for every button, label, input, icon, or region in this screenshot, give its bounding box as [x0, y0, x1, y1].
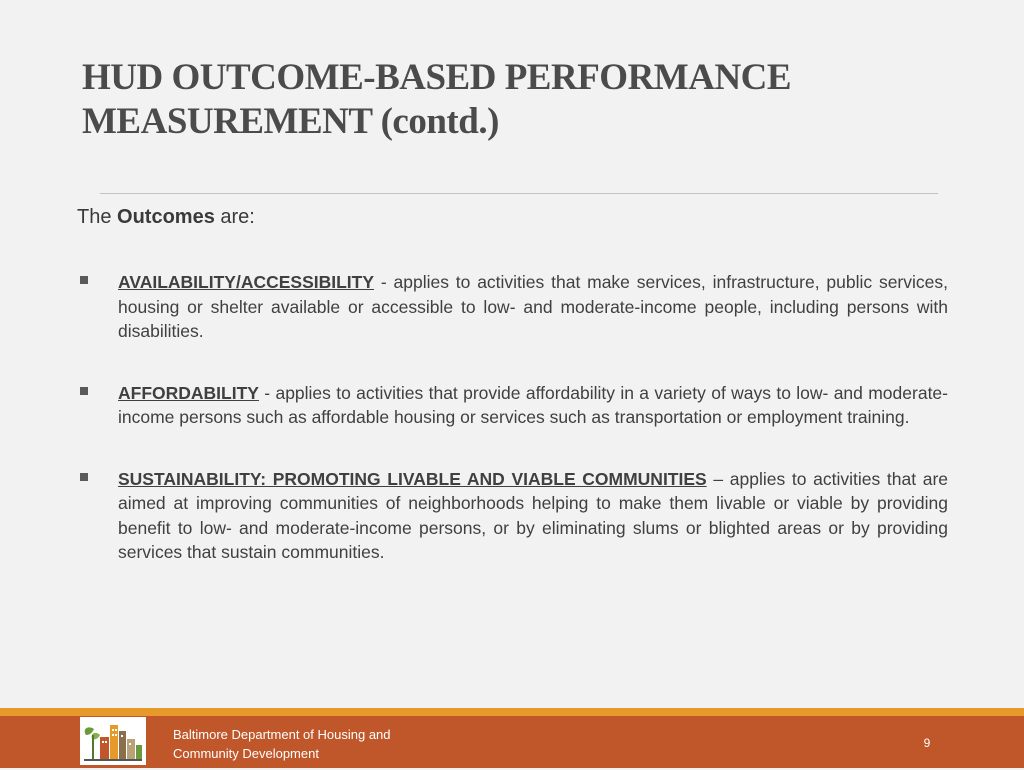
organization-logo — [80, 717, 146, 765]
footer-band — [0, 708, 1024, 768]
square-bullet-icon — [80, 276, 88, 284]
footer-org-line-2: Community Development — [173, 746, 319, 761]
footer-accent-stripe — [0, 708, 1024, 716]
list-item — [78, 270, 948, 344]
page-number: 9 — [923, 736, 931, 750]
intro-prefix: The — [77, 206, 118, 228]
footer-org-line-1: Baltimore Department of Housing and — [173, 727, 391, 742]
list-item-text — [118, 381, 948, 430]
intro-text — [77, 204, 255, 230]
list-item-term: AVAILABILITY/ACCESSIBILITY — [118, 272, 375, 292]
outcome-list — [78, 270, 948, 565]
title-divider — [100, 193, 938, 194]
square-bullet-icon — [80, 387, 88, 395]
list-item-description: - applies to activities that make services, infrastructure, public services, housing or shelter available or accessible to low- and moderate-income people, including persons with disabilities. — [118, 272, 948, 341]
list-item — [78, 467, 948, 565]
list-item-term: AFFORDABILITY — [118, 382, 259, 403]
slide-title-line-2: MEASUREMENT (contd.) — [82, 101, 499, 142]
list-item-description: – applies to activities that are aimed at improving communities of neighborhoods helping to make them livable or viable by providing benefit to low- and moderate-income persons, or by eliminating slums or blighted areas or by providing services that sustain communities. — [118, 468, 948, 562]
list-item-text — [118, 467, 948, 565]
list-item — [78, 381, 948, 430]
list-item-text — [118, 270, 948, 344]
list-item-description: - applies to activities that provide affordability in a variety of ways to low- and moderate-income persons such as affordable housing or services such as transportation or employment training. — [118, 382, 948, 427]
footer-organization — [173, 725, 473, 763]
square-bullet-icon — [80, 473, 88, 481]
intro-suffix: are: — [214, 206, 255, 228]
intro-bold: Outcomes — [117, 206, 215, 228]
list-item-term: SUSTAINABILITY: PROMOTING LIVABLE AND VIABLE COMMUNITIES — [118, 468, 707, 489]
slide-title — [82, 56, 942, 144]
buildings-logo-icon — [80, 717, 146, 765]
slide-title-line-1: HUD OUTCOME-BASED PERFORMANCE — [82, 57, 792, 98]
